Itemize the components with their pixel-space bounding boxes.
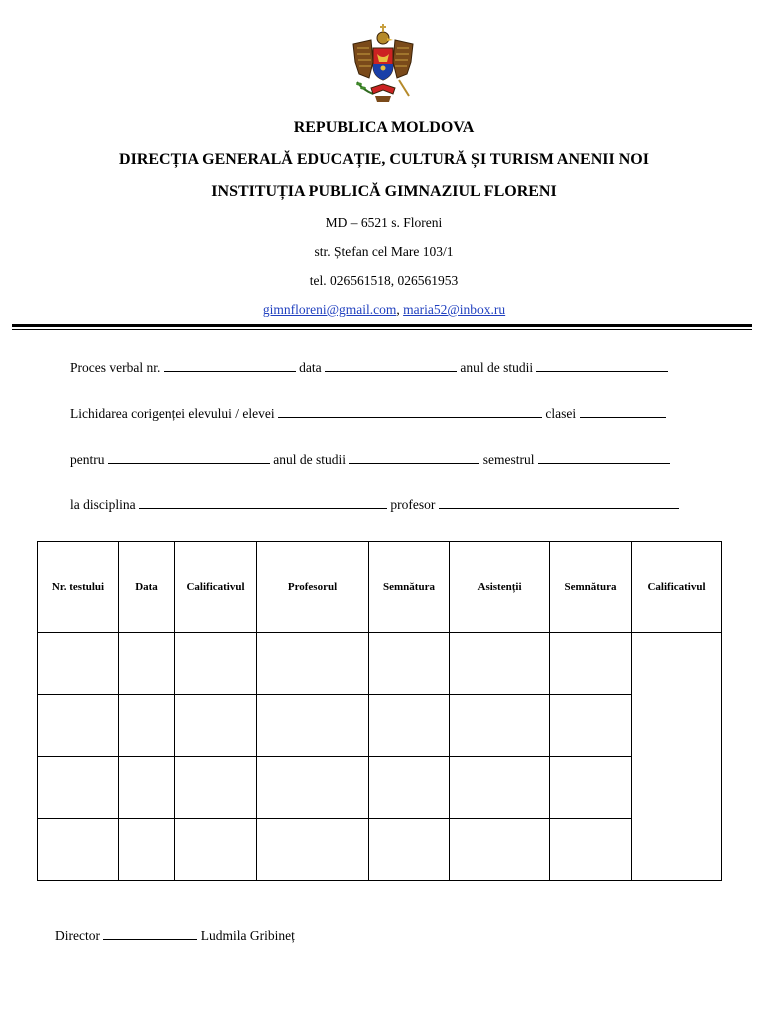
semestrul-label: semestrul — [482, 452, 535, 467]
table-cell[interactable] — [175, 819, 257, 881]
email-contacts — [0, 302, 768, 318]
table-cell[interactable] — [369, 695, 450, 757]
director-name: Ludmila Gribineț — [200, 928, 295, 943]
pentru-label: pentru — [70, 452, 105, 467]
table-cell[interactable] — [450, 819, 550, 881]
table-cell[interactable] — [38, 633, 119, 695]
coat-of-arms-icon — [349, 22, 417, 106]
table-cell[interactable] — [119, 757, 175, 819]
phone-numbers: tel. 026561518, 026561953 — [309, 273, 459, 288]
directorate-title: DIRECȚIA GENERALĂ EDUCAȚIE, CULTURĂ ȘI TURISM ANENII NOI — [119, 151, 649, 168]
director-signature-field[interactable] — [103, 927, 197, 940]
email-link-2[interactable]: maria52@inbox.ru — [403, 302, 506, 317]
header-calificativul: Calificativul — [175, 542, 257, 633]
table-cell[interactable] — [450, 757, 550, 819]
form-line-proces-verbal — [70, 359, 668, 376]
table-cell[interactable] — [119, 819, 175, 881]
header-profesorul: Profesorul — [257, 542, 369, 633]
clasei-label: clasei — [545, 406, 577, 421]
proces-verbal-label: Proces verbal nr. — [70, 360, 161, 375]
email-link-1[interactable]: gimnfloreni@gmail.com — [262, 302, 397, 317]
header-nr-testului: Nr. testului — [38, 542, 119, 633]
disciplina-label: la disciplina — [70, 497, 136, 512]
table-cell[interactable] — [257, 633, 369, 695]
lichidarea-label: Lichidarea corigenței elevului / elevei — [70, 406, 275, 421]
table-cell[interactable] — [369, 819, 450, 881]
table-cell[interactable] — [550, 695, 632, 757]
table-cell[interactable] — [38, 819, 119, 881]
academic-year-field-2[interactable] — [349, 451, 479, 464]
table-cell[interactable] — [119, 695, 175, 757]
email-separator: , — [396, 302, 404, 317]
postal-address: MD – 6521 s. Floreni — [325, 215, 443, 230]
table-cell[interactable] — [175, 757, 257, 819]
header-semnatura: Semnătura — [369, 542, 450, 633]
director-signature-line — [55, 927, 295, 944]
institution-title: INSTITUȚIA PUBLICĂ GIMNAZIUL FLORENI — [211, 183, 557, 200]
table-row — [38, 695, 722, 757]
table-cell[interactable] — [550, 819, 632, 881]
table-row — [38, 757, 722, 819]
table-cell[interactable] — [550, 757, 632, 819]
table-cell[interactable] — [257, 695, 369, 757]
header-divider-thin — [12, 329, 752, 330]
form-line-disciplina — [70, 496, 679, 513]
date-field[interactable] — [325, 359, 457, 372]
semester-field[interactable] — [538, 451, 670, 464]
table-cell[interactable] — [38, 757, 119, 819]
class-field[interactable] — [580, 405, 666, 418]
table-cell[interactable] — [257, 819, 369, 881]
pentru-field[interactable] — [108, 451, 270, 464]
proces-verbal-number-field[interactable] — [164, 359, 296, 372]
student-name-field[interactable] — [278, 405, 542, 418]
table-cell[interactable] — [119, 633, 175, 695]
profesor-label: profesor — [390, 497, 436, 512]
header-asistentii: Asistenții — [450, 542, 550, 633]
table-cell[interactable] — [450, 695, 550, 757]
table-cell[interactable] — [369, 757, 450, 819]
table-cell[interactable] — [175, 695, 257, 757]
table-row — [38, 819, 722, 881]
header-divider-thick — [12, 324, 752, 327]
results-table — [37, 541, 722, 881]
header-calificativul-final: Calificativul — [632, 542, 722, 633]
final-grade-cell[interactable] — [632, 633, 722, 881]
header-semnatura-2: Semnătura — [550, 542, 632, 633]
table-cell[interactable] — [38, 695, 119, 757]
anul-de-studii-label: anul de studii — [460, 360, 534, 375]
country-title: REPUBLICA MOLDOVA — [293, 119, 475, 136]
form-line-pentru — [70, 451, 670, 468]
anul-de-studii-label-2: anul de studii — [273, 452, 346, 467]
table-cell[interactable] — [257, 757, 369, 819]
teacher-field[interactable] — [439, 496, 679, 509]
director-label: Director — [55, 928, 100, 943]
table-cell[interactable] — [369, 633, 450, 695]
table-row — [38, 633, 722, 695]
table-cell[interactable] — [550, 633, 632, 695]
table-cell[interactable] — [175, 633, 257, 695]
form-line-lichidarea — [70, 405, 666, 422]
street-address: str. Ștefan cel Mare 103/1 — [314, 244, 454, 259]
table-cell[interactable] — [450, 633, 550, 695]
data-label: data — [299, 360, 322, 375]
academic-year-field[interactable] — [536, 359, 668, 372]
discipline-field[interactable] — [139, 496, 387, 509]
table-header-row — [38, 542, 722, 633]
header-data: Data — [119, 542, 175, 633]
